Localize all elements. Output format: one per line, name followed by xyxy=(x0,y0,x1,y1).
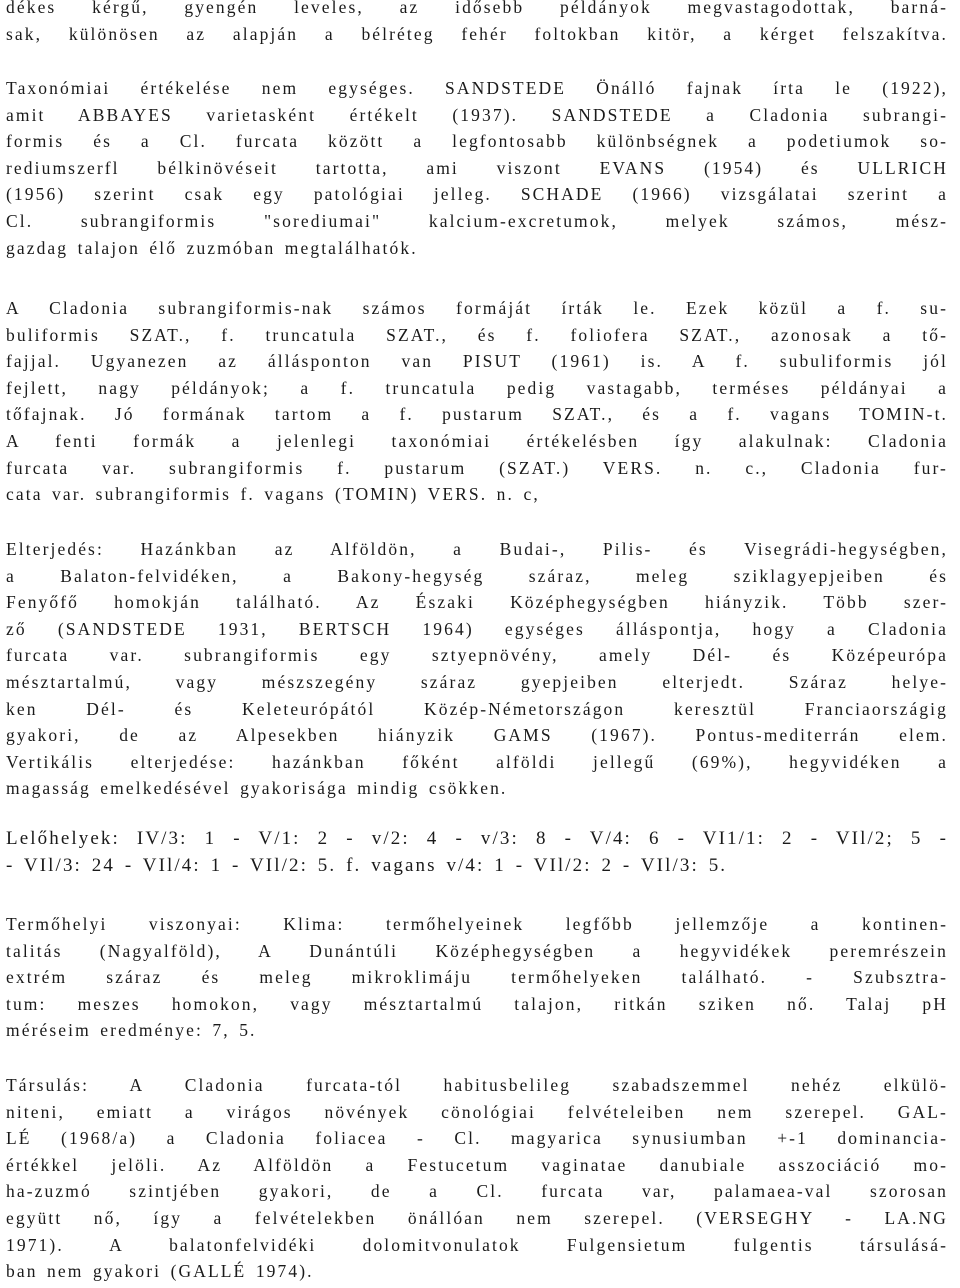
text-line: gyakori, de az Alpesekben hiányzik GAMS (1967). Pontus-mediterrán elem. xyxy=(6,725,948,746)
text-line: formis és a Cl. furcata között a legfontosabb különbségnek a podetiumok so- xyxy=(6,131,948,152)
paragraph-taxonomy xyxy=(6,75,948,261)
text-line: amit ABBAYES varietasként értékelt (1937). SANDSTEDE a Cladonia subrangi- xyxy=(6,104,948,125)
text-line: furcata var. subrangiformis f. pustarum (SZAT.) VERS. n. c., Cladonia fur- xyxy=(6,457,948,478)
text-line: A Cladonia subrangiformis-nak számos formáját írták le. Ezek közül a f. su- xyxy=(6,298,948,318)
text-line: fajjal. Ugyanezen az állásponton van PISUT (1961) is. A f. subuliformis jól xyxy=(6,351,948,372)
text-line: együtt nő, így a felvételekben önállóan nem szerepel. (VERSEGHY - LA.NG xyxy=(6,1207,948,1228)
text-line: Társulás: A Cladonia furcata-tól habitusbelileg szabadszemmel nehéz elkülö- xyxy=(6,1075,948,1095)
text-line: ban nem gyakori (GALLÉ 1974). xyxy=(6,1261,314,1282)
text-line: ző (SANDSTEDE 1931, BERTSCH 1964) egységes álláspontja, hogy a Cladonia xyxy=(6,618,948,639)
paragraph-intro-continued xyxy=(6,0,948,47)
text-line: sak, különösen az alapján a bélréteg fehér foltokban kitör, a kérget felszakítva. xyxy=(6,23,948,44)
text-line: értékkel jelöli. Az Alföldön a Festucetum vaginatae danubiale asszociáció mo- xyxy=(6,1154,948,1175)
text-line: Taxonómiai értékelése nem egységes. SANDSTEDE Önálló fajnak írta le (1922), xyxy=(6,78,948,98)
text-line: Cl. subrangiformis "sorediumai" kalcium-excretumok, melyek számos, mész- xyxy=(6,210,948,231)
paragraph-forms xyxy=(6,295,948,508)
text-line: ha-zuzmó szintjében gyakori, de a Cl. furcata var, palamaea-val szorosan xyxy=(6,1181,948,1202)
text-line: méréseim eredménye: 7, 5. xyxy=(6,1020,257,1041)
text-line: Termőhelyi viszonyai: Klima: termőhelyeinek legfőbb jellemzője a kontinen- xyxy=(6,914,948,934)
text-line: Fenyőfő homokján található. Az Északi Középhegységben hiányzik. Több szer- xyxy=(6,592,948,613)
text-line: - VIl/3: 24 - VIl/4: 1 - VIl/2: 5. f. vagans v/4: 1 - VIl/2: 2 - VIl/3: 5. xyxy=(6,854,728,876)
text-line: talitás (Nagyalföld), A Dunántúli Középhegységben a hegyvidékek peremrészein xyxy=(6,940,948,961)
text-line: Lelőhelyek: IV/3: 1 - V/1: 2 - v/2: 4 - v/3: 8 - V/4: 6 - VI1/1: 2 - VIl/2; 5 - xyxy=(6,828,948,849)
text-line: dékes kérgű, gyengén leveles, az idősebb példányok megvastagodottak, barná- xyxy=(6,0,948,17)
paragraph-distribution xyxy=(6,536,948,802)
text-line: ken Dél- és Keleteurópától Közép-Németországon keresztül Franciaországig xyxy=(6,698,948,719)
text-line: a Balaton-felvidéken, a Bakony-hegység száraz, meleg sziklagyepjeiben és xyxy=(6,565,948,586)
text-line: gazdag talajon élő zuzmóban megtalálhatók. xyxy=(6,237,418,258)
text-line: 1971). A balatonfelvidéki dolomitvonulatok Fulgensietum fulgentis társulásá- xyxy=(6,1234,948,1255)
text-line: Elterjedés: Hazánkban az Alföldön, a Budai-, Pilis- és Visegrádi-hegységben, xyxy=(6,539,948,559)
text-line: tőfajnak. Jó formának tartom a f. pustarum SZAT., és a f. vagans TOMIN-t. xyxy=(6,404,948,425)
paragraph-localities xyxy=(6,826,948,879)
text-line: rediumszerfl bélkinövéseit tartotta, ami viszont EVANS (1954) és ULLRICH xyxy=(6,157,948,178)
text-line: fejlett, nagy példányok; a f. truncatula pedig vastagabb, terméses példányai a xyxy=(6,377,948,398)
text-line: LÉ (1968/a) a Cladonia foliacea - Cl. magyarica synusiumban +-1 dominancia- xyxy=(6,1128,948,1149)
text-line: Vertikális elterjedése: hazánkban főként alföldi jellegű (69%), hegyvidéken a xyxy=(6,751,948,772)
text-line: furcata var. subrangiformis egy sztyepnövény, amely Dél- és Középeurópa xyxy=(6,645,948,666)
text-line: tum: meszes homokon, vagy mésztartalmú talajon, ritkán sziken nő. Talaj pH xyxy=(6,993,948,1014)
paragraph-associations xyxy=(6,1072,948,1285)
text-line: (1956) szerint csak egy patológiai jelleg. SCHADE (1966) vizsgálatai szerint a xyxy=(6,184,948,205)
text-line: niteni, emiatt a virágos növények cönológiai felvételeiben nem szerepel. GAL- xyxy=(6,1101,948,1122)
text-line: extrém száraz és meleg mikroklimáju termőhelyeken található. - Szubsztra- xyxy=(6,967,948,988)
text-line: mésztartalmú, vagy mészszegény száraz gyepjeiben elterjedt. Száraz helye- xyxy=(6,671,948,692)
text-line: A fenti formák a jelenlegi taxonómiai értékelésben így alakulnak: Cladonia xyxy=(6,430,948,451)
paragraph-habitat xyxy=(6,911,948,1044)
text-line: buliformis SZAT., f. truncatula SZAT., és f. foliofera SZAT., azonosak a tő- xyxy=(6,324,948,345)
text-line: cata var. subrangiformis f. vagans (TOMIN) VERS. n. c, xyxy=(6,484,540,505)
text-line: magasság emelkedésével gyakorisága mindig csökken. xyxy=(6,778,508,799)
